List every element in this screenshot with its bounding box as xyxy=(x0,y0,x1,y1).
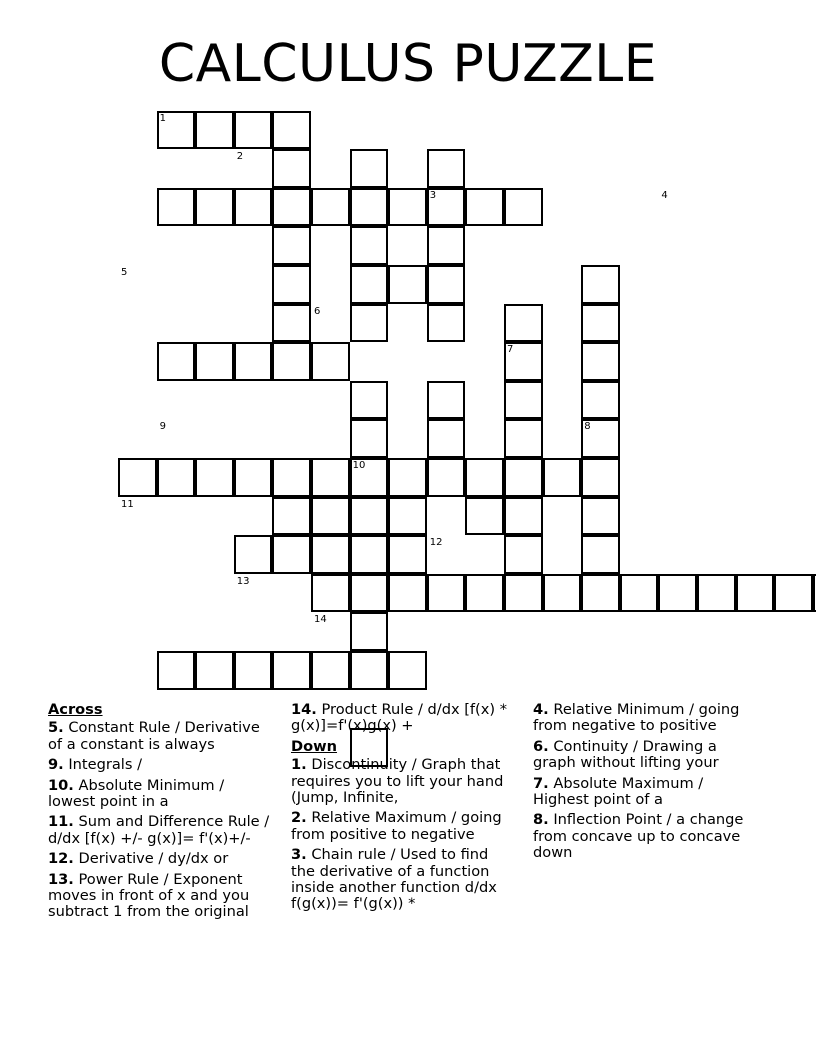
crossword-cell[interactable] xyxy=(697,574,736,613)
crossword-cell[interactable] xyxy=(504,381,543,420)
crossword-cell[interactable] xyxy=(465,458,504,497)
crossword-cell[interactable] xyxy=(272,226,311,265)
clue-down-8: 8. Inflection Point / a change from concave up to concave down xyxy=(533,811,744,862)
crossword-cell[interactable] xyxy=(427,265,466,304)
across-heading: Across xyxy=(48,701,103,718)
clue-number-label: 12 xyxy=(429,537,443,549)
crossword-cell[interactable] xyxy=(350,651,389,690)
crossword-cell[interactable] xyxy=(504,304,543,343)
crossword-cell[interactable] xyxy=(465,497,504,536)
crossword-cell[interactable] xyxy=(350,612,389,651)
crossword-cell[interactable] xyxy=(581,304,620,343)
clue-number-label: 2 xyxy=(236,151,244,163)
crossword-cell[interactable] xyxy=(388,458,427,497)
clue-number-label: 1 xyxy=(159,112,166,124)
crossword-cell[interactable] xyxy=(388,265,427,304)
crossword-cell[interactable] xyxy=(350,497,389,536)
crossword-cell[interactable] xyxy=(543,574,582,613)
crossword-cell[interactable] xyxy=(272,497,311,536)
crossword-cell[interactable] xyxy=(504,497,543,536)
crossword-cell[interactable] xyxy=(311,342,350,381)
clues-column-1 xyxy=(48,702,270,925)
crossword-cell[interactable] xyxy=(350,265,389,304)
crossword-cell[interactable] xyxy=(581,342,620,381)
crossword-cell[interactable] xyxy=(465,188,504,227)
crossword-cell[interactable] xyxy=(581,458,620,497)
clue-number-label: 5 xyxy=(121,267,128,278)
clue-number-label: 4 xyxy=(661,189,668,201)
crossword-cell[interactable] xyxy=(388,188,427,227)
crossword-cell[interactable] xyxy=(427,226,466,265)
crossword-cell[interactable] xyxy=(195,188,234,227)
crossword-cell[interactable] xyxy=(504,535,543,574)
crossword-cell[interactable] xyxy=(427,419,466,458)
crossword-cell[interactable] xyxy=(157,651,196,690)
crossword-cell[interactable] xyxy=(350,149,389,188)
crossword-cell[interactable] xyxy=(388,574,427,613)
crossword-cell[interactable] xyxy=(350,574,389,613)
crossword-cell[interactable] xyxy=(774,574,813,613)
crossword-cell[interactable] xyxy=(234,342,273,381)
crossword-cell[interactable] xyxy=(157,458,196,497)
crossword-cell[interactable] xyxy=(272,651,311,690)
crossword-cell[interactable] xyxy=(234,188,273,227)
crossword-cell[interactable] xyxy=(272,342,311,381)
clue-down-3: 3. Chain rule / Used to find the derivative of a function inside another function d/dx f(g(x))= f'(g(x)) * xyxy=(291,846,497,913)
crossword-cell[interactable] xyxy=(234,651,273,690)
crossword-cell[interactable] xyxy=(350,304,389,343)
crossword-cell[interactable] xyxy=(157,342,196,381)
crossword-cell[interactable] xyxy=(272,188,311,227)
crossword-cell[interactable] xyxy=(311,535,350,574)
page-title: CALCULUS PUZZLE xyxy=(158,34,658,94)
crossword-cell[interactable] xyxy=(272,149,311,188)
crossword-cell[interactable] xyxy=(504,458,543,497)
clue-across-12: 12. Derivative / dy/dx or xyxy=(48,850,229,868)
crossword-cell[interactable] xyxy=(272,458,311,497)
crossword-cell[interactable] xyxy=(350,188,389,227)
clue-across-13: 13. Power Rule / Exponent moves in front of x and you subtract 1 from the original xyxy=(48,870,250,921)
crossword-cell[interactable] xyxy=(234,458,273,497)
crossword-cell[interactable] xyxy=(504,574,543,613)
crossword-cell[interactable] xyxy=(311,188,350,227)
crossword-cell[interactable] xyxy=(427,458,466,497)
clue-down-1: 1. Discontinuity / Graph that requires you to lift your hand (Jump, Infinite, xyxy=(291,756,504,807)
clue-number-label: 8 xyxy=(584,421,591,433)
clue-number-label: 10 xyxy=(352,460,366,471)
clue-number-label: 9 xyxy=(159,421,166,433)
crossword-cell[interactable] xyxy=(195,342,234,381)
crossword-cell[interactable] xyxy=(581,574,620,613)
crossword-cell[interactable] xyxy=(195,651,234,690)
crossword-cell[interactable] xyxy=(311,458,350,497)
clue-across-11: 11. Sum and Difference Rule / d/dx [f(x) +/- g(x)]= f'(x)+/- xyxy=(48,813,270,847)
crossword-cell[interactable] xyxy=(157,188,196,227)
crossword-cell[interactable] xyxy=(427,149,466,188)
crossword-cell[interactable] xyxy=(388,651,427,690)
clues-column-2 xyxy=(291,702,513,917)
crossword-cell[interactable] xyxy=(388,497,427,536)
clue-number-label: 14 xyxy=(314,614,327,626)
crossword-cell[interactable] xyxy=(350,535,389,574)
crossword-cell[interactable] xyxy=(311,497,350,536)
crossword-cell[interactable] xyxy=(272,111,311,150)
crossword-cell[interactable] xyxy=(736,574,775,613)
crossword-cell[interactable] xyxy=(388,535,427,574)
crossword-cell[interactable] xyxy=(195,111,234,150)
crossword-cell[interactable] xyxy=(311,574,350,613)
crossword-cell[interactable] xyxy=(427,381,466,420)
crossword-cell[interactable] xyxy=(195,458,234,497)
crossword-cell[interactable] xyxy=(350,381,389,420)
clue-down-4: 4. Relative Minimum / going from negative to positive xyxy=(533,701,740,735)
clue-number-label: 13 xyxy=(236,575,250,587)
crossword-cell[interactable] xyxy=(427,304,466,343)
crossword-cell[interactable] xyxy=(620,574,659,613)
crossword-cell[interactable] xyxy=(272,265,311,304)
crossword-cell[interactable] xyxy=(311,651,350,690)
crossword-cell[interactable] xyxy=(658,574,697,613)
crossword-cell[interactable] xyxy=(581,535,620,574)
crossword-cell[interactable] xyxy=(272,304,311,343)
crossword-cell[interactable] xyxy=(581,265,620,304)
crossword-cell[interactable] xyxy=(272,535,311,574)
crossword-cell[interactable] xyxy=(350,419,389,458)
clue-across-14: 14. Product Rule / d/dx [f(x) * g(x)]=f'(x)g(x) + xyxy=(291,701,508,735)
crossword-cell[interactable] xyxy=(581,497,620,536)
clues-column-3 xyxy=(533,702,763,866)
clue-number-label: 3 xyxy=(429,189,437,201)
down-heading: Down xyxy=(291,737,338,755)
crossword-cell[interactable] xyxy=(465,574,504,613)
crossword-cell[interactable] xyxy=(504,188,543,227)
clue-across-5: 5. Constant Rule / Derivative of a constant is always xyxy=(48,719,260,753)
crossword-cell[interactable] xyxy=(504,419,543,458)
crossword-cell[interactable] xyxy=(427,574,466,613)
crossword-cell[interactable] xyxy=(234,535,273,574)
clue-number-label: 7 xyxy=(507,344,514,356)
clue-number-label: 11 xyxy=(121,498,134,510)
crossword-cell[interactable] xyxy=(234,111,273,150)
clue-down-2: 2. Relative Maximum / going from positive to negative xyxy=(291,809,502,843)
crossword-cell[interactable] xyxy=(543,458,582,497)
crossword-cell[interactable] xyxy=(581,381,620,420)
clue-number-label: 6 xyxy=(314,305,321,317)
clue-down-6: 6. Continuity / Drawing a graph without lifting your xyxy=(533,737,719,772)
crossword-cell[interactable] xyxy=(350,226,389,265)
clue-across-10: 10. Absolute Minimum / lowest point in a xyxy=(48,776,225,811)
crossword-cell[interactable] xyxy=(118,458,157,497)
clue-across-9: 9. Integrals / xyxy=(48,756,143,774)
clue-down-7: 7. Absolute Maximum / Highest point of a xyxy=(533,774,704,809)
